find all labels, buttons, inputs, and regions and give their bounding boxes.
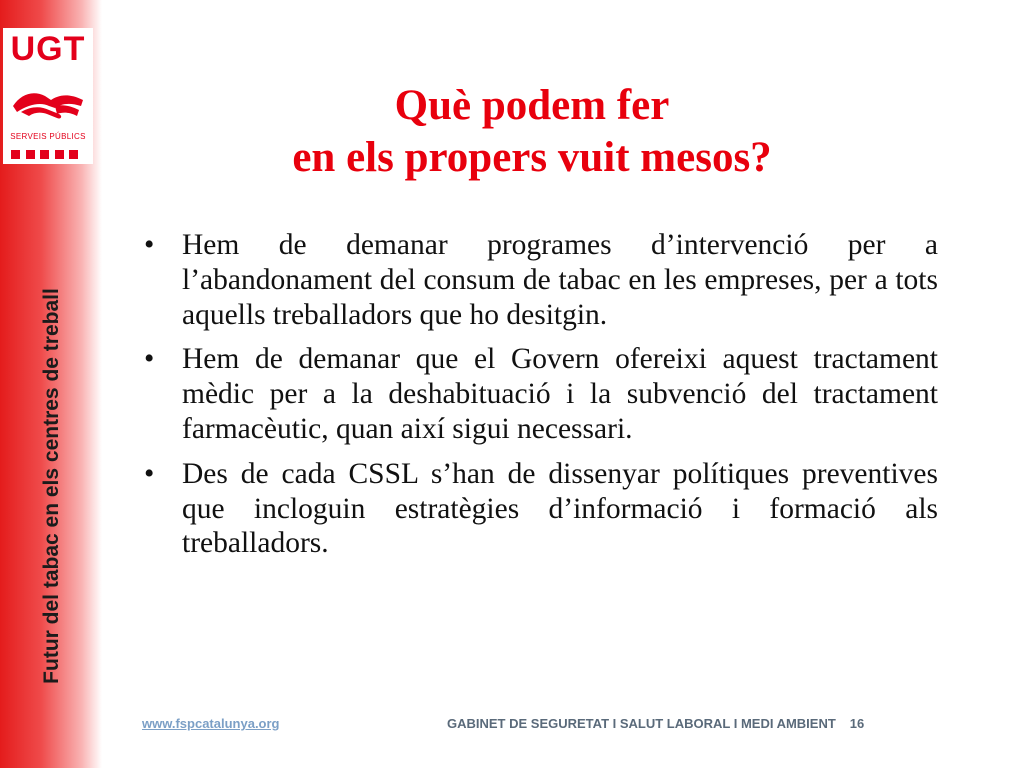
title-line-1: Què podem fer xyxy=(394,82,670,129)
page-title xyxy=(110,80,954,183)
bullet-text: Des de cada CSSL s’han de dissenyar polítiques preventives que incloguin estratègies d’informació i formació als treballadors. xyxy=(182,457,938,560)
bullet-item xyxy=(140,457,938,561)
title-line-2: en els propers vuit mesos? xyxy=(292,133,772,181)
bullet-list xyxy=(140,228,938,571)
logo-squares xyxy=(11,146,85,156)
bullet-marker: • xyxy=(144,457,155,490)
logo-brand: UGT xyxy=(10,30,86,68)
ugt-logo xyxy=(3,28,93,164)
page-number: 16 xyxy=(849,716,865,731)
sidebar-band xyxy=(0,0,102,768)
bullet-marker: • xyxy=(144,229,155,261)
bullet-text: Hem de demanar programes d’intervenció per a l’abandonament del consum de tabac en les empreses, per a tots aquells treballadors que ho desitgin. xyxy=(182,229,938,331)
footer-department-label: GABINET DE SEGURETAT I SALUT LABORAL I MEDI AMBIENT xyxy=(447,716,836,731)
footer-website-link[interactable]: www.fspcatalunya.org xyxy=(142,716,280,731)
handshake-icon xyxy=(11,76,85,130)
bullet-item xyxy=(140,228,938,332)
bullet-item xyxy=(140,342,938,446)
sidebar-vertical-title: Futur del tabac en els centres de treball xyxy=(40,288,63,684)
bullet-marker: • xyxy=(144,343,155,376)
bullet-text: Hem de demanar que el Govern ofereixi aquest tractament mèdic per a la deshabituació i la subvenció del tractament farmacèutic, quan així sigui necessari. xyxy=(182,343,938,445)
logo-subtitle: SERVEIS PÚBLICS xyxy=(10,132,86,141)
footer-department xyxy=(447,716,864,731)
